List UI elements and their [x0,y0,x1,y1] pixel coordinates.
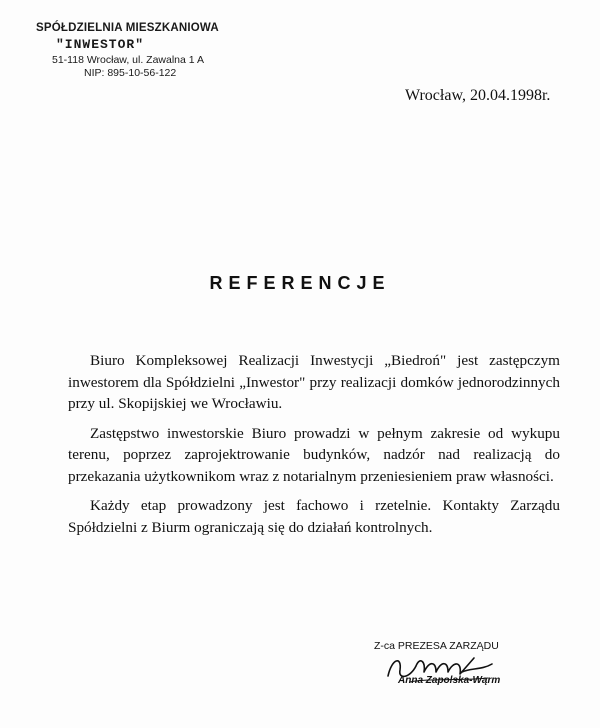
signature-role: Z-ca PREZESA ZARZĄDU [374,640,499,652]
body-paragraph-1: Biuro Kompleksowej Realizacji Inwestycji „Biedroń" jest zastępczym inwestorem dla Spółdzielni „Inwestor" przy realizacji domków jednorodzinnych przy ul. Skopijskiej we Wrocławiu. [68,352,560,412]
body-paragraph-3: Każdy etap prowadzony jest fachowo i rzetelnie. Kontakty Zarządu Spółdzielni z Biurm ograniczają się do działań kontrolnych. [68,497,560,536]
letter-body [68,350,560,546]
document-title: REFERENCJE [209,273,391,293]
signature-name: Anna Zapolska-Wąrm [398,675,501,686]
stamp-line-address: 51-118 Wrocław, ul. Zawalna 1 A [52,54,204,66]
signature-block [370,640,570,710]
stamp-line-title: "INWESTOR" [56,37,145,52]
body-paragraph-2: Zastępstwo inwestorskie Biuro prowadzi w pełnym zakresie od wykupu terenu, poprzez zaprojektrowanie budynków, nadzór nad realizacją do przekazania użytkownikom wraz z notarialnym przeniesieniem praw własności. [68,424,560,485]
stamp-line-nip: NIP: 895-10-56-122 [84,67,177,79]
letter-date: Wrocław, 20.04.1998r. [405,87,551,104]
stamp-line-name: SPÓŁDZIELNIA MIESZKANIOWA [36,22,219,34]
